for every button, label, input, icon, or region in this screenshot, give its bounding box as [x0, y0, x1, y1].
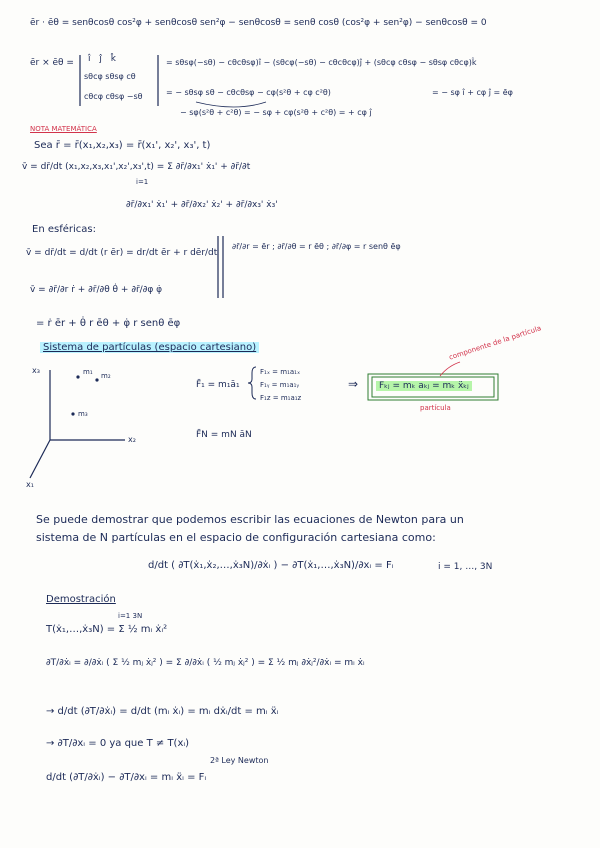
- esfericas-velocity-3: = ṙ ēr + θ̇ r ēθ + φ̇ r senθ ēφ: [36, 318, 181, 329]
- nota-expansion: ∂r̄/∂x₁' ẋ₁' + ∂r̄/∂x₂' ẋ₂' + ∂r̄/∂x₃' ẋ₃': [126, 200, 278, 210]
- lagrange-range: i = 1, …, 3N: [438, 562, 493, 572]
- esfericas-title: En esféricas:: [32, 224, 96, 235]
- nota-sum-limits: i=1: [136, 178, 149, 186]
- demo-partial-t: ∂T/∂ẋᵢ = ∂/∂ẋᵢ ( Σ ½ mⱼ ẋⱼ² ) = Σ ∂/∂ẋᵢ ( ½ mⱼ ẋⱼ² ) = Σ ½ mⱼ ∂ẋⱼ²/∂ẋᵢ = mᵢ ẋᵢ: [46, 658, 365, 668]
- intro-line-2: sistema de N partículas en el espacio de configuración cartesiana como:: [36, 531, 436, 544]
- axis-x3-label: x₃: [32, 366, 40, 375]
- demo-title: Demostración: [46, 594, 116, 605]
- particle-m1: [76, 375, 79, 378]
- cross-product-row-3: − sφ(s²θ + c²θ) = − sφ + cφ(s²θ + c²θ) = + cφ ĵ: [180, 108, 372, 117]
- esfericas-velocity-2: v̄ = ∂r̄/∂r ṙ + ∂r̄/∂θ θ̇ + ∂r̄/∂φ φ̇: [30, 285, 163, 295]
- demo-kinetic-energy: T(ẋ₁,…,ẋ₃N) = Σ ½ mᵢ ẋᵢ²: [46, 624, 168, 635]
- force-component-z: F₁z = m₁a₁z: [260, 394, 302, 402]
- determinant-row-2: sθcφ sθsφ cθ: [84, 72, 136, 81]
- demo-time-derivative: → d/dt (∂T/∂ẋᵢ) = d/dt (mᵢ ẋᵢ) = mᵢ dẋᵢ/dt = mᵢ ẍᵢ: [46, 706, 279, 717]
- axis-x1-label: x₁: [26, 480, 34, 489]
- implies-arrow: ⇒: [348, 377, 359, 391]
- demo-t-limits: i=1 3N: [118, 612, 143, 620]
- intro-line-1: Se puede demostrar que podemos escribir las ecuaciones de Newton para un: [36, 513, 464, 526]
- particle-m3-label: m₃: [78, 410, 88, 418]
- annotation-particle: partícula: [420, 404, 451, 412]
- axis-x1-line: [30, 440, 50, 478]
- force-component-x: F₁ₓ = m₁a₁ₓ: [260, 368, 301, 376]
- demo-partial-x: → ∂T/∂xᵢ = 0 ya que T ≠ T(xᵢ): [46, 738, 190, 749]
- esfericas-velocity-1: v̄ = dr̄/dt = d/dt (r ēr) = dr/dt ēr + r dēr/dt: [26, 248, 218, 258]
- cross-product-result: = − sφ î + cφ ĵ = ēφ: [432, 88, 513, 97]
- dot-product-line: ēr · ēθ = senθcosθ cos²φ + senθcosθ sen²φ − senθcosθ = senθ cosθ (cos²φ + sen²φ) − senθcosθ = 0: [30, 18, 487, 28]
- annotation-component: componente de la partícula: [448, 324, 543, 362]
- axis-x2-label: x₂: [128, 435, 136, 444]
- nota-sea-line: Sea r̄ = r̄(x₁,x₂,x₃) = r̄(x₁', x₂', x₃', t): [34, 140, 211, 151]
- cross-product-row-2: = − sθsφ sθ − cθcθsφ − cφ(s²θ + cφ c²θ): [166, 88, 331, 97]
- newton-box: [376, 381, 472, 391]
- newton-box-text: Fₖⱼ = mₖ aₖⱼ = mₖ ẍₖⱼ: [376, 381, 472, 391]
- sistema-title: [40, 342, 259, 354]
- lagrange-equation: d/dt ( ∂T(ẋ₁,ẋ₂,…,ẋ₃N)/∂ẋᵢ ) − ∂T(ẋ₁,…,ẋ₃N)/∂xᵢ = Fᵢ: [148, 560, 394, 571]
- particle-m2: [95, 378, 98, 381]
- cross-product-row-1: = sθsφ(−sθ) − cθcθsφ)î − (sθcφ(−sθ) − cθcθcφ)ĵ + (sθcφ cθsφ − sθsφ cθcφ)k̂: [166, 58, 477, 67]
- nota-title: NOTA MATEMÁTICA: [30, 125, 97, 133]
- demo-newton-label: 2ª Ley Newton: [210, 756, 269, 765]
- particle-m2-label: m₂: [101, 372, 111, 380]
- particle-m3: [71, 412, 74, 415]
- force-f1: F̄₁ = m₁ā₁: [196, 380, 240, 390]
- demo-final-equation: d/dt (∂T/∂ẋᵢ) − ∂T/∂xᵢ = mᵢ ẍᵢ = Fᵢ: [46, 772, 207, 783]
- determinant-row-1: î ĵ k̂: [88, 54, 119, 64]
- particle-m1-label: m₁: [83, 368, 93, 376]
- cross-product-lhs: ēr × ēθ =: [30, 58, 74, 68]
- sistema-title-text: Sistema de partículas (espacio cartesiano): [40, 342, 259, 353]
- force-component-y: F₁ᵧ = m₁a₁ᵧ: [260, 381, 300, 389]
- esfericas-partials: ∂r̄/∂r = ēr ; ∂r̄/∂θ = r ēθ ; ∂r̄/∂φ = r senθ ēφ: [232, 242, 401, 251]
- nota-velocity-def: v̄ = dr̄/dt (x₁,x₂,x₃,x₁',x₂',x₃',t) = Σ ∂r̄/∂x₁' ẋ₁' + ∂r̄/∂t: [22, 162, 251, 172]
- determinant-row-3: cθcφ cθsφ −sθ: [84, 92, 143, 101]
- force-fn: F̄N = mN āN: [196, 430, 252, 440]
